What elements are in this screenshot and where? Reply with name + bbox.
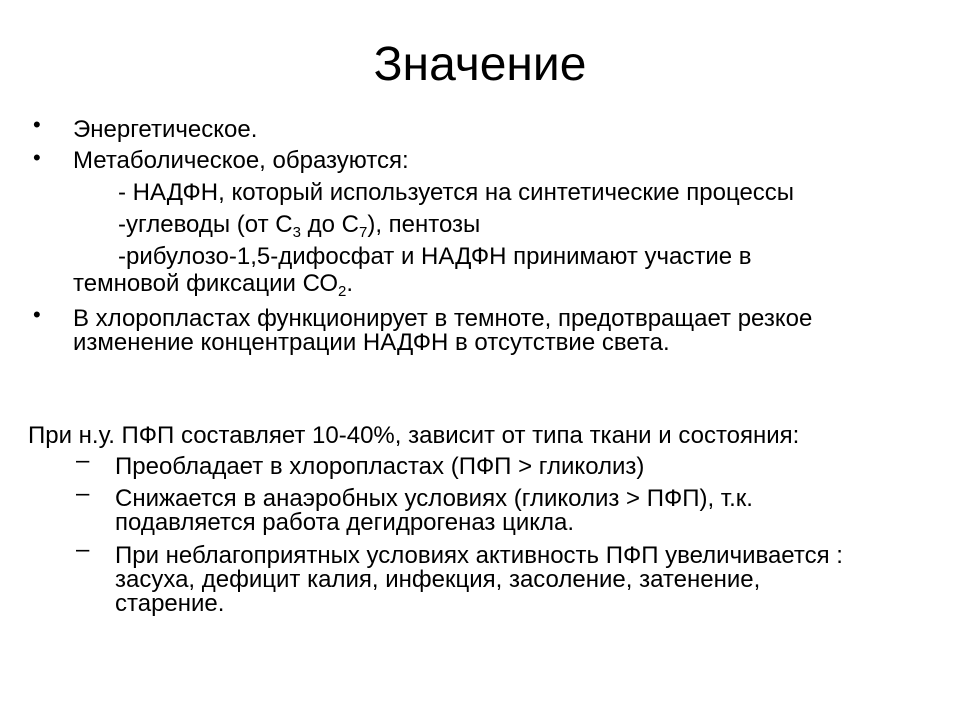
dash: – (76, 536, 90, 563)
subitem-ribulose-line2: темновой фиксации $СО_2$. (73, 270, 354, 300)
list-item-energy: Энергетическое. (73, 116, 258, 143)
subitem-ribulose-line1: -рибулозо-1,5-дифосфат и НАДФН принимают участие в (118, 243, 752, 270)
ppp-item-anaerobic-line1: Снижается в анаэробных условиях (гликолиз > ПФП), т.к. (115, 485, 753, 512)
subitem-nadph: - НАДФН, который используется на синтетические процессы (118, 179, 795, 206)
ppp-item-anaerobic-line2: подавляется работа дегидрогеназ цикла. (115, 509, 575, 536)
bullet: • (33, 302, 41, 327)
subitem-carbohydrates: -углеводы (от $С_3$ до $С_7$), пентозы (118, 211, 481, 241)
list-item-chloroplast-line2: изменение концентрации НАДФН в отсутствие света. (73, 329, 670, 356)
ppp-item-adverse-line2: засуха, дефицит калия, инфекция, засоление, затенение, (115, 566, 761, 593)
list-item-metabolic: Метаболическое, образуются: (73, 147, 409, 174)
list-item-chloroplast-line1: В хлоропластах функционирует в темноте, предотвращает резкое (73, 305, 813, 332)
bullet: • (33, 112, 41, 137)
slide-title: Значение (373, 38, 587, 91)
bullet: • (33, 145, 41, 170)
ppp-intro: При н.у. ПФП составляет 10-40%, зависит от типа ткани и состояния: (28, 422, 800, 449)
ppp-item-chloroplast: Преобладает в хлоропластах (ПФП > гликолиз) (115, 453, 645, 480)
ppp-item-adverse-line3: старение. (115, 590, 225, 617)
dash: – (76, 447, 90, 474)
dash: – (76, 480, 90, 507)
ppp-item-adverse-line1: При неблагоприятных условиях активность ПФП увеличивается : (115, 542, 843, 569)
